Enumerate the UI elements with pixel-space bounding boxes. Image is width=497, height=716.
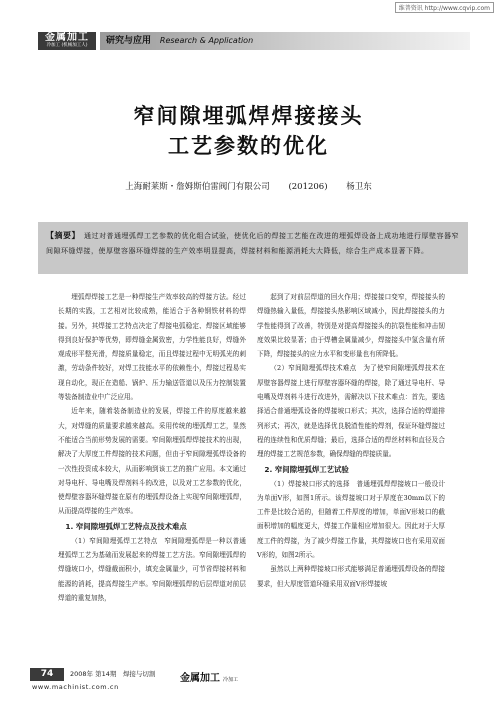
paragraph: 埋弧焊焊接工艺是一种焊接生产效率较高的焊接方法。经过长期的实践，工艺相对比较成熟，能适合于各种钢铁材料的焊接。另外，其焊接工艺特点决定了焊接电弧稳定、焊接区域能够得到良好保护等优势，即焊缝金属致密，力学性能良好，焊缝外观成形平整光滑，焊接质量稳定，而且焊接过程中无明弧光的刺激，劳动条件较好，对焊工技能水平的依赖性小，焊接过程易实现自动化，现正在造船、锅炉、压力输送管道以及压力控制装置等装备制造业中广泛应用。 (58, 293, 246, 402)
abstract-text: 通过对普通埋弧焊工艺参数的优化组合试验，使优化后的焊接工艺能在改进的埋弧焊设备上成功地进行厚壁容器窄间隙环缝焊接，使厚壁容器环缝焊接的生产效率明显提高，焊接材料和能源消耗大大降低，综合生产成本显著下降。 (46, 232, 459, 255)
footer-logo (180, 669, 238, 684)
abstract-label: 【摘要】 (46, 231, 80, 240)
page-footer (30, 668, 470, 694)
postcode: (201206) (288, 182, 328, 192)
footer-logo-sub: 冷加工 (223, 677, 239, 683)
body-column-left (58, 290, 246, 605)
column-title-en: Research & Application (159, 36, 254, 45)
paragraph: （2）窄间隙埋弧焊技术难点 为了使窄间隙埋弧焊技术在厚壁容器焊接上进行厚壁容器环缝的焊接，除了通过导电杆、导电嘴及焊剂料斗进行改进外，需解决以下技术难点：首先，要选择适合普通埋弧设备的焊接坡口形式；其次，选择合适的焊道排列形式；再次，就是选择优良脱渣性能的焊剂，保证环缝焊接过程的连续性和优质焊缝；最后，选择合适的焊丝材料和直径及合理的焊接工艺规范参数，确保焊缝的焊接质量。 (257, 364, 445, 459)
journal-url: www.machinist.com.cn (32, 683, 119, 691)
body-column-right (257, 290, 445, 591)
column-title-zh: 研究与应用 (106, 36, 152, 46)
article-title-line1: 窄间隙埋弧焊焊接接头 (133, 104, 364, 128)
author-name: 杨卫东 (346, 182, 372, 192)
journal-logo: 金属加工 (45, 32, 89, 43)
column-tag (100, 32, 470, 50)
journal-masthead (38, 32, 96, 50)
journal-subtitle: 冷加工 (机械加工人) (46, 43, 88, 48)
article-title-line2: 工艺参数的优化 (168, 134, 329, 158)
paragraph: 起到了对前层焊道的回火作用；焊接接口变窄，焊接接头的焊缝热输入量低，焊接接头热影响区域减小，因此焊接接头的力学性能得到了改善，特别是对提高焊接接头的抗裂性能和冲击韧度效果比较显著；由于焊槽金属量减少，焊接接头中氢含量有所下降，焊接接头的应力水平和变形量也有所降低。 (257, 293, 445, 359)
paragraph: 近年来，随着装备制造业的发展，焊接工件的厚度越来越大，对焊缝的质量要求越来越高。采用传统的埋弧焊工艺，显然不能适合当前形势发展的需要。窄间隙埋弧焊焊接技术的出现，解决了大厚度工件焊接的技术问题，但由于窄间隙埋弧焊设备的一次性投资成本较大，从而影响到该工艺的推广应用。本文通过对导电杆、导电嘴及焊剂料斗的改进，以及对工艺参数的优化，使焊壁容器环缝焊接在原有的埋弧焊设备上实现窄间隙埋弧焊，从而提高焊接的生产效率。 (58, 407, 246, 516)
page-number: 74 (30, 668, 64, 681)
watermark: 维普资讯 http://www.cqvip.com (395, 2, 494, 13)
header-band (38, 32, 470, 50)
paragraph: （1）焊接坡口形式的选择 普通埋弧焊焊接坡口一般设计为单面V形，如图1所示。该焊接坡口对于厚度在30mm以下的工件是比较合适的，但随着工件厚度的增加，单面V形坡口的截面积增加的幅度更大，焊接工作量相应增加很大。因此对于大厚度工件的焊接，为了减少焊接工作量，其焊接坡口也有采用双面V形的，如图2所示。 (257, 479, 445, 560)
paragraph: （1）窄间隙埋弧焊工艺特点 窄间隙埋弧焊是一种以普通埋弧焊工艺为基础而发展起来的焊接工艺方法。窄间隙埋弧焊的焊缝坡口小，焊缝截面积小，填充金属量少，可节省焊接材料和能源的消耗，提高焊接生产率。窄间隙埋弧焊的后层焊道对前层焊道的重复加热， (58, 536, 246, 602)
issue-info: 2008年 第14期 焊接与切割 (70, 670, 156, 678)
section-heading: 1. 窄间隙埋弧焊工艺特点及技术难点 (65, 521, 187, 531)
footer-logo-text: 金属加工 (180, 673, 220, 684)
abstract-box (38, 222, 468, 274)
affiliation: 上海耐莱斯・詹姆斯伯雷阀门有限公司 (125, 182, 270, 192)
author-line (0, 180, 497, 192)
section-heading: 2. 窄间隙埋弧焊工艺试验 (264, 464, 349, 474)
paragraph: 虽然以上两种焊接坡口形式能够满足普通埋弧焊设备的焊接要求，但大厚度管道环缝采用双面V形焊接坡 (257, 565, 445, 588)
